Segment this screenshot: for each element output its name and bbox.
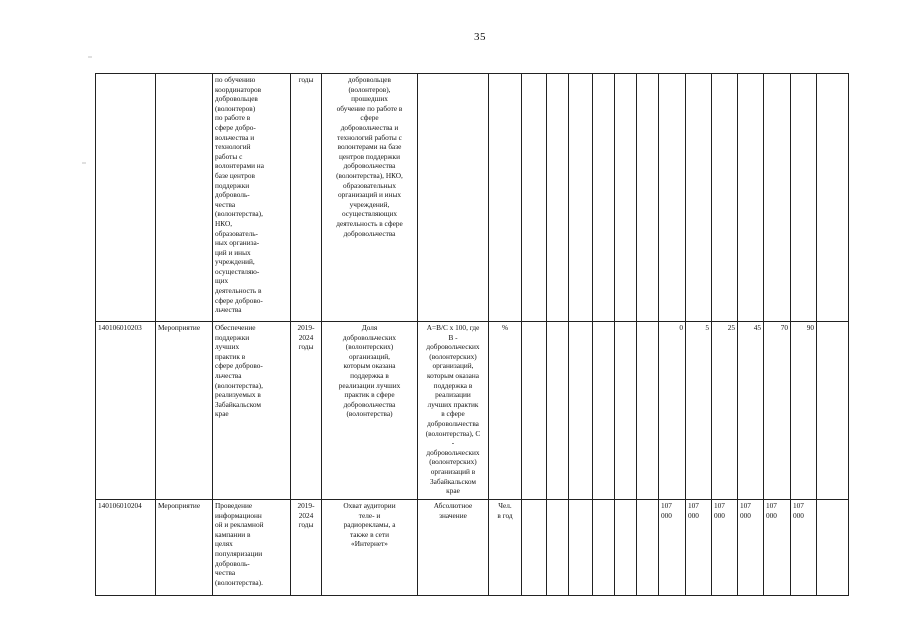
row-value: 107 000 [659, 500, 686, 596]
row-type [156, 74, 213, 322]
row-name: по обучению координаторов добровольцев (волонтеров) по работе в сфере добро- вольчества и технологий работы с волонтерами на базе центров поддержки доброволь- чества (волонтерства), НКО, образователь- ных организа- ций и иных учреждений, осуществляю- щих деятельность в сфере доброво- льчества [213, 74, 291, 322]
row-period: 2019- 2024 годы [291, 500, 322, 596]
empty-cell [522, 74, 547, 322]
empty-cell [593, 500, 615, 596]
empty-cell [637, 74, 659, 322]
empty-cell [615, 322, 637, 500]
row-value: 107 000 [686, 500, 712, 596]
empty-cell [593, 74, 615, 322]
row-unit: % [489, 322, 522, 500]
row-period: годы [291, 74, 322, 322]
row-formula: A=B/C x 100, где B - добровольческих (волонтерских) организаций, которым оказана поддержка в реализации лучших практик в сфере добровольчества (волонтерства), C - добровольческих (волонтерских) организаций в Забайкальском крае [418, 322, 489, 500]
row-indicator: Доля добровольческих (волонтерских) организаций, которым оказана поддержка в реализации лучших практик в сфере добровольчества (волонтерства) [322, 322, 418, 500]
empty-cell [817, 500, 849, 596]
row-value: 0 [659, 322, 686, 500]
empty-cell [615, 74, 637, 322]
empty-cell [615, 500, 637, 596]
empty-cell [817, 74, 849, 322]
row-value: 107 000 [712, 500, 738, 596]
empty-cell [817, 322, 849, 500]
program-table [95, 73, 849, 596]
empty-cell [547, 322, 569, 500]
row-formula [418, 74, 489, 322]
row-unit [489, 74, 522, 322]
row-value: 107 000 [738, 500, 764, 596]
row-value: 70 [764, 322, 791, 500]
row-type: Мероприятие [156, 322, 213, 500]
row-name: Проведение информационн ой и рекламной кампании в целях популяризации доброволь- чества (волонтерства). [213, 500, 291, 596]
row-code: 140106010203 [96, 322, 156, 500]
table-row [96, 322, 849, 500]
row-indicator: добровольцев (волонтеров), прошедших обучение по работе в сфере добровольчества и технологий работы с волонтерами на базе центров поддержки добровольчества (волонтерства), НКО, образовательных организаций и иных учреждений, осуществляющих деятельность в сфере добровольчества [322, 74, 418, 322]
row-period: 2019- 2024 годы [291, 322, 322, 500]
empty-cell [569, 500, 593, 596]
row-value: 107 000 [764, 500, 791, 596]
empty-cell [569, 322, 593, 500]
table-row [96, 74, 849, 322]
row-code: 140106010204 [96, 500, 156, 596]
row-value: 25 [712, 322, 738, 500]
row-value: 5 [686, 322, 712, 500]
empty-cell [547, 500, 569, 596]
empty-cell [637, 322, 659, 500]
row-value: 45 [738, 322, 764, 500]
row-type: Мероприятие [156, 500, 213, 596]
row-indicator: Охват аудитории теле- и радиорекламы, а также в сети «Интернет» [322, 500, 418, 596]
table-row [96, 500, 849, 596]
empty-cell [593, 322, 615, 500]
program-table-wrapper [95, 73, 849, 596]
row-unit: Чел. в год [489, 500, 522, 596]
row-value [738, 74, 764, 322]
row-code [96, 74, 156, 322]
empty-cell [547, 74, 569, 322]
row-value [712, 74, 738, 322]
empty-cell [637, 500, 659, 596]
row-value: 107 000 [791, 500, 817, 596]
row-value: 90 [791, 322, 817, 500]
empty-cell [569, 74, 593, 322]
row-value [659, 74, 686, 322]
page-number: 35 [474, 31, 486, 43]
row-value [764, 74, 791, 322]
row-name: Обеспечение поддержки лучших практик в сфере доброво- льчества (волонтерства), реализуемых в Забайкальском крае [213, 322, 291, 500]
row-value [791, 74, 817, 322]
empty-cell [522, 500, 547, 596]
row-value [686, 74, 712, 322]
empty-cell [522, 322, 547, 500]
row-formula: Абсолютное значение [418, 500, 489, 596]
